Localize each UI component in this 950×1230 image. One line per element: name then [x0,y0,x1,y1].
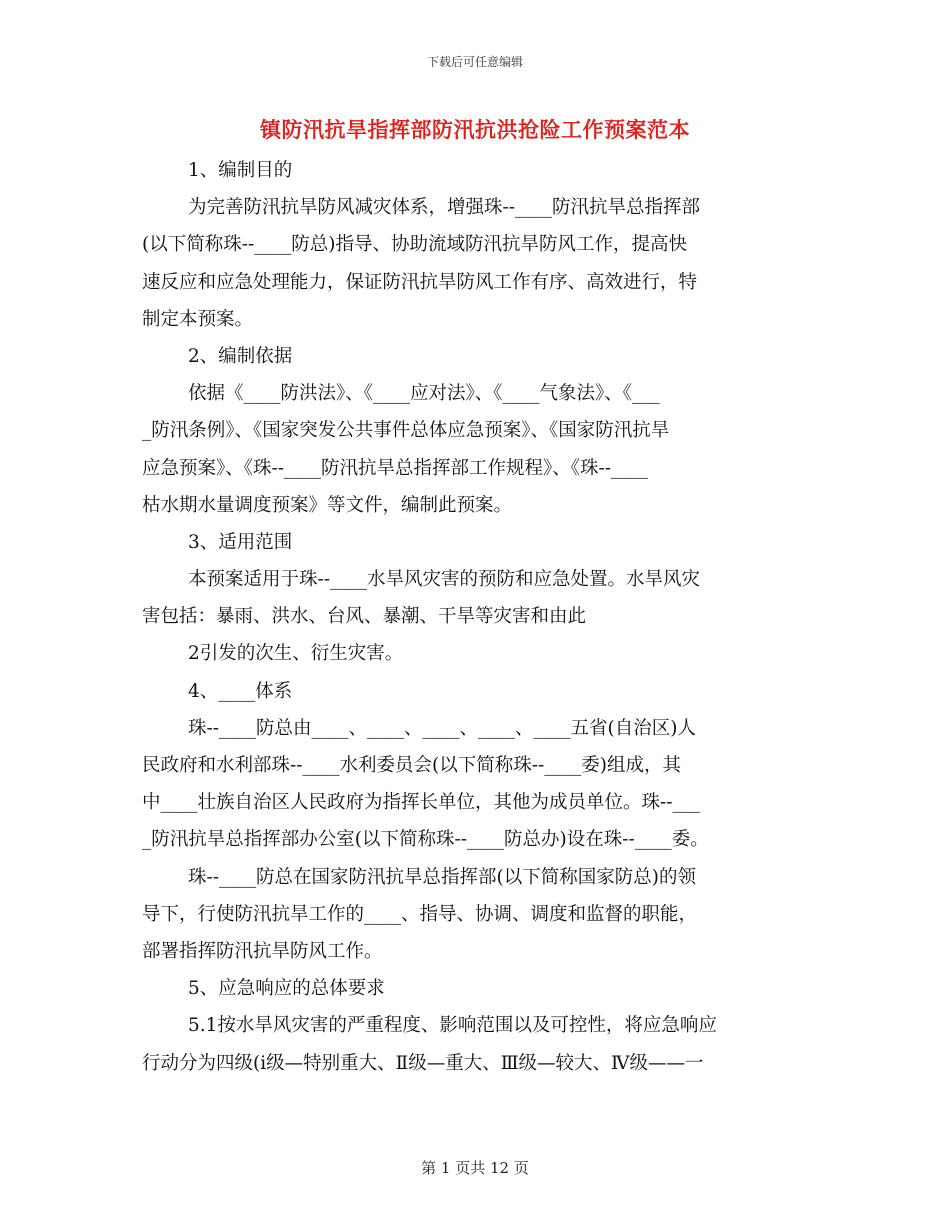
paragraph-line: 中____壮族自治区人民政府为指挥长单位，其他为成员单位。珠--___ [142,792,701,814]
section-heading: 1、编制目的 [188,160,293,181]
paragraph-line: 速反应和应急处理能力，保证防汛抗旱防风工作有序、高效进行，特 [142,271,698,293]
paragraph-line: 枯水期水量调度预案》等文件，编制此预案。 [142,494,513,516]
paragraph-line: 珠--____防总由____、____、____、____、____五省(自治区)人 [188,717,696,739]
paragraph-line: 应急预案》、《珠--____防汛抗旱总指挥部工作规程》、《珠--____ [142,457,649,479]
paragraph-line: 害包括：暴雨、洪水、台风、暴潮、干旱等灾害和由此 [142,606,587,628]
paragraph-line: 制定本预案。 [142,308,254,330]
section-heading: 4、____体系 [188,680,293,702]
document-title: 镇防汛抗旱指挥部防汛抗洪抢险工作预案范本 [260,117,690,142]
paragraph-line: 部署指挥防汛抗旱防风工作。 [142,940,383,962]
paragraph-line: 2引发的次生、衍生灾害。 [188,643,404,665]
document-body [142,152,810,1082]
section-heading: 5、应急响应的总体要求 [188,978,385,1000]
section-heading: 2、编制依据 [188,345,293,367]
paragraph-line: 5.1按水旱风灾害的严重程度、影响范围以及可控性，将应急响应 [188,1015,717,1037]
paragraph-line: 导下，行使防汛抗旱工作的____、指导、协调、调度和监督的职能， [142,903,698,925]
section-heading: 3、适用范围 [188,531,293,553]
paragraph-line: _防汛抗旱总指挥部办公室(以下简称珠--____防总办)设在珠--____委。 [142,829,709,851]
paragraph-line: 本预案适用于珠--____水旱风灾害的预防和应急处置。水旱风灾 [188,569,701,591]
page-footer: 第 1 页共 12 页 [421,1159,529,1177]
paragraph-line: 民政府和水利部珠--____水利委员会(以下简称珠--____委)组成，其 [142,755,681,776]
paragraph-line: 为完善防汛抗旱防风减灾体系，增强珠--____防汛抗旱总指挥部 [188,197,701,219]
paragraph-line: 珠--____防总在国家防汛抗旱总指挥部(以下简称国家防总)的领 [188,866,696,888]
paragraph-line: _防汛条例》、《国家突发公共事件总体应急预案》、《国家防汛抗旱 [142,420,670,442]
paragraph-line: 依据《____防洪法》、《____应对法》、《____气象法》、《___ [188,383,660,405]
paragraph-line: (以下简称珠--____防总)指导、协助流域防汛抗旱防风工作，提高快 [142,234,687,256]
header-note: 下载后可任意编辑 [426,55,523,69]
paragraph-line: 行动分为四级(ⅰ级—特别重大、Ⅱ级—重大、Ⅲ级—较大、Ⅳ级——一 [142,1052,704,1074]
